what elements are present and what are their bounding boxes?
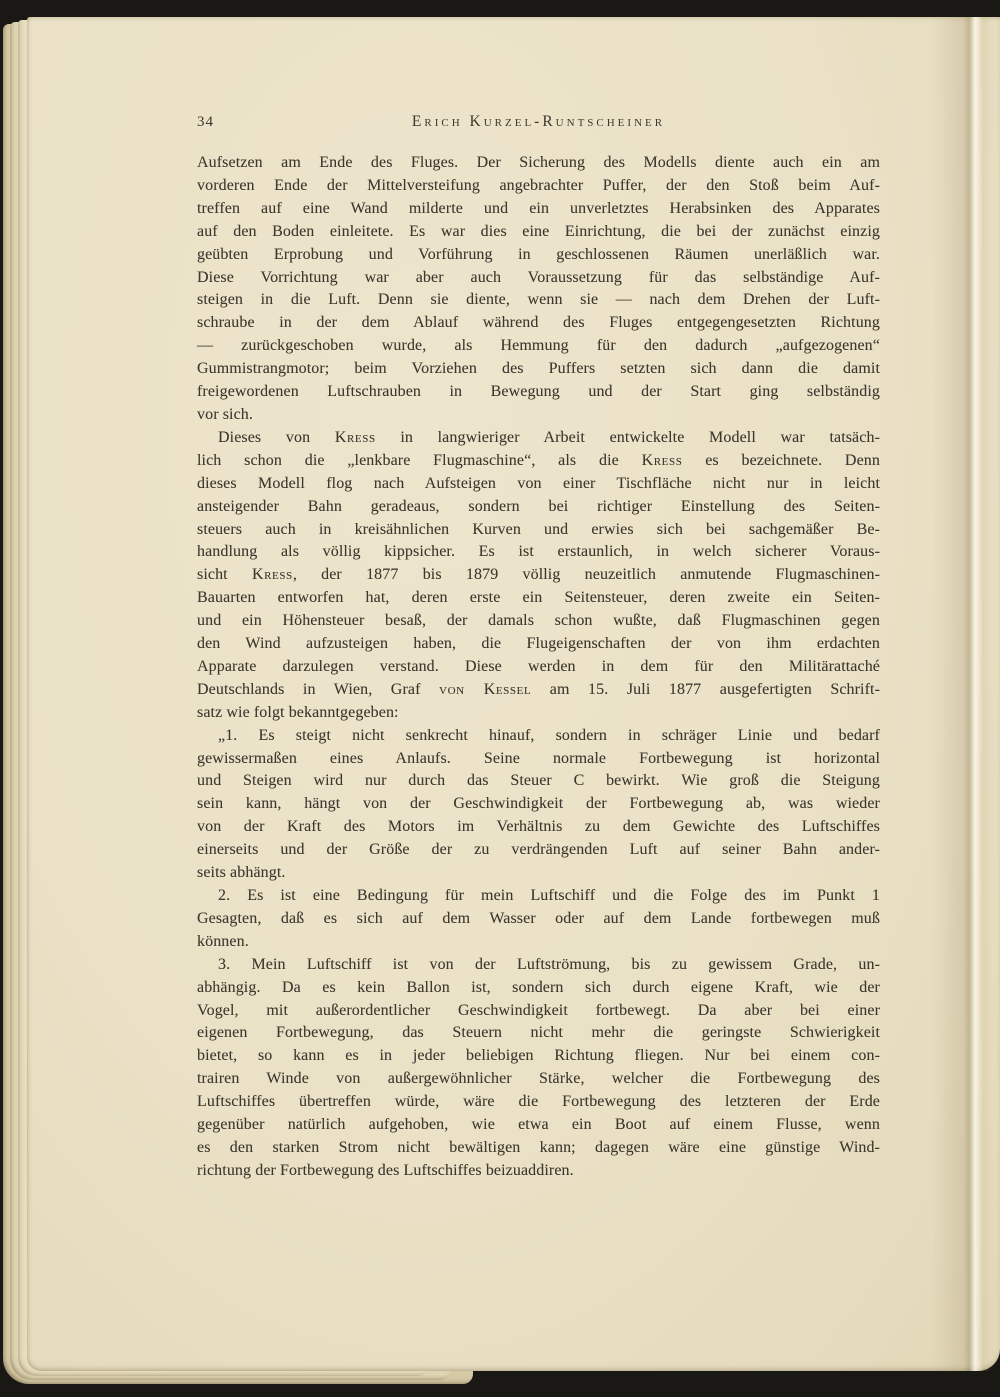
text-line: 2. Es ist eine Bedingung für mein Luftschiff und die Folge des im Punkt 1: [218, 887, 880, 904]
page-number: 34: [197, 114, 214, 130]
text-line: treffen auf eine Wand milderte und ein unverletztes Herabsinken des Apparates: [197, 199, 880, 217]
text-line: lich schon die „lenkbare Flugmaschine“, als die Kress es bezeichnete. Denn: [197, 451, 880, 469]
text-line: Vogel, mit außerordentlicher Geschwindigkeit fortbewegt. Da aber bei einer: [197, 1001, 880, 1019]
paragraph: [197, 725, 880, 885]
paragraph: [197, 152, 880, 427]
page-content: [197, 113, 880, 1183]
text-line: trairen Winde von außergewöhnlicher Stärke, welcher die Fortbewegung des: [197, 1070, 880, 1088]
text-line: handlung als völlig kippsicher. Es ist erstaunlich, in welch sicherer Voraus-: [197, 543, 880, 561]
text-line: und Steigen wird nur durch das Steuer C bewirkt. Wie groß die Steigung: [197, 772, 880, 790]
text-line: Diese Vorrichtung war aber auch Voraussetzung für das selbständige Auf-: [197, 268, 880, 286]
small-caps-name: Kress: [251, 566, 293, 584]
small-caps-name: Kress: [334, 428, 376, 446]
text-line: auf den Boden einleitete. Es war dies eine Einrichtung, die bei der zunächst einzig: [197, 222, 880, 240]
page-gutter-crease: [932, 17, 992, 1371]
text-line: gewissermaßen eines Anlaufs. Seine normale Fortbewegung ist horizontal: [197, 749, 880, 767]
small-caps-name: von Kessel: [439, 680, 532, 698]
text-line: Gummistrangmotor; beim Vorziehen des Puffers setzten sich dann die damit: [197, 360, 880, 378]
scanned-page: [27, 17, 1000, 1371]
text-line: Aufsetzen am Ende des Fluges. Der Sicherung des Modells diente auch ein am: [197, 154, 880, 171]
text-line: ansteigender Bahn geradeaus, sondern bei richtiger Einstellung des Seiten-: [197, 497, 880, 515]
text-line: Luftschiffes übertreffen würde, wäre die Fortbewegung des letzteren der Erde: [197, 1093, 880, 1111]
text-line: und ein Höhensteuer besaß, der damals schon wußte, daß Flugmaschinen gegen: [197, 612, 880, 630]
text-line: den Wind aufzusteigen haben, die Flugeigenschaften der von ihm erdachten: [197, 635, 880, 653]
text-line: Dieses von Kress in langwieriger Arbeit entwickelte Modell war tatsäch-: [218, 428, 880, 446]
text-line: geübten Erprobung und Vorführung in geschlossenen Räumen unerläßlich war.: [197, 245, 880, 263]
text-line: Gesagten, daß es sich auf dem Wasser oder auf dem Lande fortbewegen muß: [197, 909, 880, 927]
paragraph: [197, 954, 880, 1183]
text-line: seits abhängt.: [197, 864, 286, 882]
text-line: bietet, so kann es in jeder beliebigen Richtung fliegen. Nur bei einem con-: [197, 1047, 880, 1065]
text-line: dieses Modell flog nach Aufsteigen von einer Tischfläche nicht nur in leicht: [197, 474, 880, 492]
paragraph: [197, 427, 880, 725]
text-line: Deutschlands in Wien, Graf von Kessel am 15. Juli 1877 ausgefertigten Schrift-: [197, 680, 881, 698]
text-line: freigewordenen Luftschrauben in Bewegung und der Start ging selbständig: [197, 383, 880, 401]
text-line: schraube in der dem Ablauf während des Fluges entgegengesetzten Richtung: [197, 314, 880, 332]
text-line: sicht Kress, der 1877 bis 1879 völlig neuzeitlich anmutende Flugmaschinen-: [197, 566, 880, 584]
text-line: satz wie folgt bekanntgegeben:: [197, 703, 399, 721]
text-line: „1. Es steigt nicht senkrecht hinauf, sondern in schräger Linie und bedarf: [218, 726, 880, 744]
text-line: steuers auch in kreisähnlichen Kurven und erwies sich bei sachgemäßer Be-: [197, 520, 880, 538]
body-text: [197, 152, 880, 1183]
text-line: Bauarten entworfen hat, deren erste ein Seitensteuer, deren zweite ein Seiten-: [197, 589, 880, 607]
text-line: 3. Mein Luftschiff ist von der Luftströmung, bis zu gewissem Grade, un-: [218, 955, 880, 973]
text-line: vorderen Ende der Mittelversteifung angebrachter Puffer, der den Stoß beim Auf-: [197, 176, 880, 194]
text-line: es den starken Strom nicht bewältigen kann; dagegen wäre eine günstige Wind-: [197, 1138, 880, 1156]
text-line: abhängig. Da es kein Ballon ist, sondern sich durch eigene Kraft, wie der: [197, 978, 880, 996]
text-line: Apparate darzulegen verstand. Diese werden in dem für den Militärattaché: [197, 657, 880, 675]
paragraph: [197, 885, 880, 954]
text-line: gegenüber natürlich aufgehoben, wie etwa ein Boot auf einem Flusse, wenn: [197, 1116, 880, 1134]
text-line: vor sich.: [197, 405, 254, 423]
text-line: sein kann, hängt von der Geschwindigkeit der Fortbewegung ab, was wieder: [197, 795, 880, 813]
page-header: [197, 113, 880, 134]
text-line: — zurückgeschoben wurde, als Hemmung für den dadurch „aufgezogenen“: [197, 337, 880, 355]
small-caps-name: Kress: [641, 451, 683, 469]
text-line: steigen in die Luft. Denn sie diente, wenn sie — nach dem Drehen der Luft-: [197, 291, 880, 309]
text-line: eigenen Fortbewegung, das Steuern nicht mehr die geringste Schwierigkeit: [197, 1024, 880, 1042]
text-line: einerseits und der Größe der zu verdrängenden Luft auf seiner Bahn ander-: [197, 841, 880, 859]
running-title: Erich Kurzel-Runtscheiner: [411, 113, 666, 130]
text-line: von der Kraft des Motors im Verhältnis zu dem Gewichte des Luftschiffes: [197, 818, 880, 836]
text-line: können.: [197, 932, 249, 950]
text-line: richtung der Fortbewegung des Luftschiffes beizuaddiren.: [197, 1161, 574, 1179]
